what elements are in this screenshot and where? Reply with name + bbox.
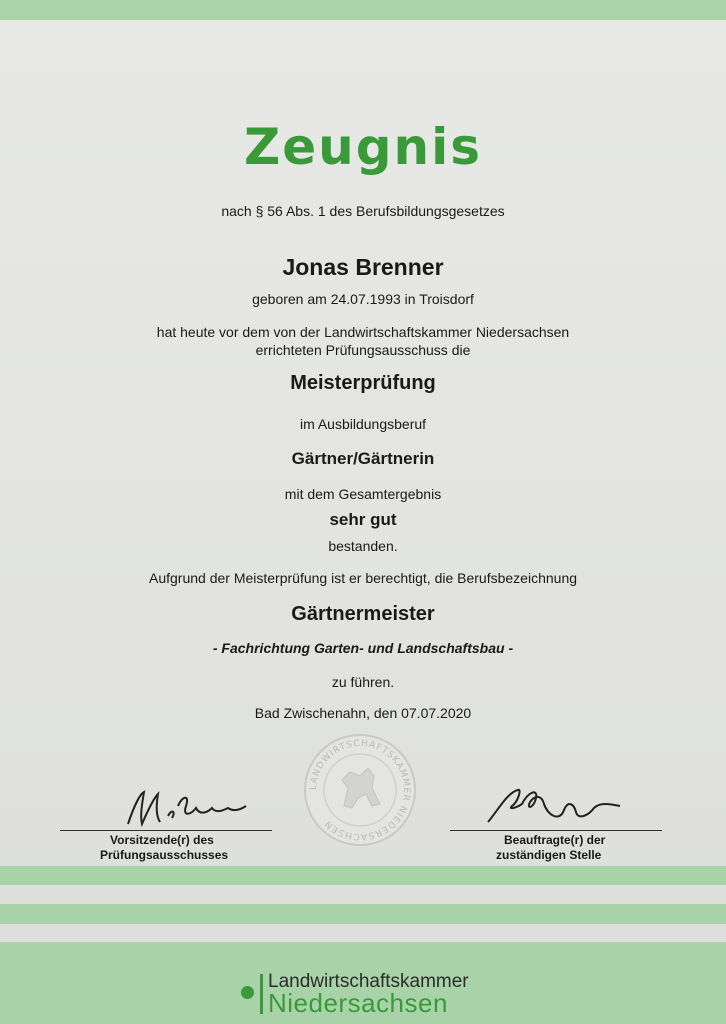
chamber-logo — [238, 968, 538, 1018]
signature-chair — [120, 786, 260, 830]
left-signatory-label — [100, 833, 229, 863]
entitlement-text: Aufgrund der Meisterprüfung ist er berechtigt, die Berufsbezeichnung — [148, 570, 578, 586]
field-intro: im Ausbildungsberuf — [299, 416, 427, 432]
intro-line-1: hat heute vor dem von der Landwirtschaftskammer Niedersachsen — [156, 324, 570, 340]
right-label-line-2: zuständigen Stelle — [496, 848, 602, 862]
profession: Gärtner/Gärtnerin — [291, 449, 435, 468]
certificate-title: Zeugnis — [243, 118, 483, 176]
embossed-seal — [302, 732, 418, 848]
top-green-band — [0, 0, 726, 20]
result-grade: sehr gut — [329, 510, 397, 529]
signature-line-right — [450, 830, 662, 831]
right-label-line-1: Beauftragte(r) der — [504, 833, 606, 847]
exam-title: Meisterprüfung — [290, 372, 436, 394]
seal-text: LANDWIRTSCHAFTSKAMMER NIEDERSACHSEN — [308, 738, 412, 842]
place-date: Bad Zwischenahn, den 07.07.2020 — [254, 705, 472, 721]
master-title: Gärtnermeister — [291, 603, 435, 625]
passed-text: bestanden. — [328, 538, 398, 554]
intro-line-2: errichteten Prüfungsausschuss die — [255, 342, 471, 358]
logo-bar-icon — [260, 974, 263, 1014]
left-label-line-1: Vorsitzende(r) des — [110, 833, 214, 847]
birth-info: geboren am 24.07.1993 in Troisdorf — [252, 291, 474, 307]
closing-text: zu führen. — [331, 674, 395, 690]
logo-dot-icon — [241, 986, 254, 999]
signature-official — [478, 782, 628, 830]
result-intro: mit dem Gesamtergebnis — [284, 486, 442, 502]
holder-name: Jonas Brenner — [282, 254, 444, 280]
logo-line-1: Landwirtschaftskammer — [268, 971, 469, 992]
legal-basis: nach § 56 Abs. 1 des Berufsbildungsgesetzes — [221, 203, 505, 219]
band-1 — [0, 866, 726, 885]
signature-line-left — [60, 830, 272, 831]
logo-line-2: Niedersachsen — [268, 988, 448, 1018]
left-label-line-2: Prüfungsausschusses — [100, 848, 229, 862]
specialization: - Fachrichtung Garten- und Landschaftsbau - — [212, 640, 514, 656]
right-signatory-label — [496, 833, 606, 863]
band-2 — [0, 904, 726, 924]
